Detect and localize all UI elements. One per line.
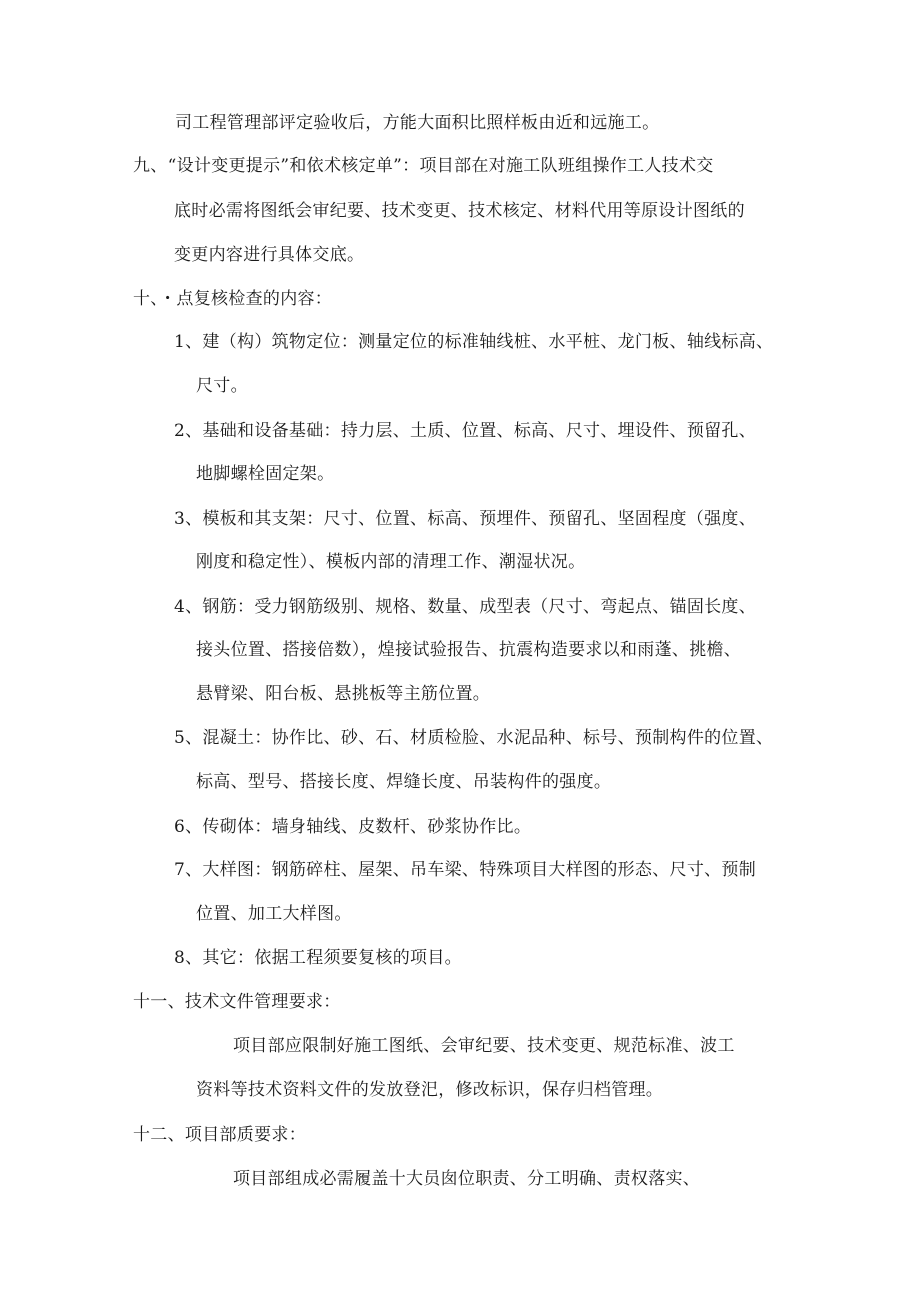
- list-item: 8、其它：依据工程须要复核的项目。: [174, 948, 462, 968]
- section-eleven-heading: 十一、技术文件管理要求：: [133, 992, 341, 1012]
- section-nine-heading: 九、“设计变更提示”和依术核定单”：项目部在对施工队班组操作工人技术交: [133, 156, 714, 176]
- list-item: 5、混凝土：协作比、砂、石、材质检脸、水泥品种、标号、预制构件的位置、: [174, 728, 774, 748]
- text-line: 位置、加工大样图。: [196, 904, 352, 924]
- text-line: 司工程管理部评定验收后，方能大面积比照样板由近和远施工。: [175, 113, 660, 133]
- text-line: 底时必需将图纸会审纪要、技术变更、技术核定、材料代用等原设计图纸的: [174, 201, 745, 221]
- paragraph-line: 项目部应限制好施工图纸、会审纪要、技术变更、规范标准、波工: [233, 1036, 735, 1056]
- section-ten-heading: 十、・点复核检查的内容：: [133, 289, 333, 309]
- list-item: 3、模板和其支架：尺寸、位置、标高、预埋件、预留孔、坚固程度（强度、: [174, 509, 757, 529]
- text-line: 悬臂梁、阳台板、悬挑板等主筋位置。: [196, 684, 491, 704]
- list-item: 7、大样图：钢筋碎柱、屋架、吊车梁、特殊项目大样图的形态、尺寸、预制: [174, 860, 757, 880]
- text-line: 资料等技术资料文件的发放登汜，修改标识，保存归档管理。: [196, 1080, 664, 1100]
- text-line: 变更内容进行具体交底。: [174, 245, 365, 265]
- list-item: 2、基础和设备基础：持力层、土质、位置、标高、尺寸、埋设件、预留孔、: [174, 421, 757, 441]
- text-line: 地脚螺栓固定架。: [196, 464, 335, 484]
- list-item: 1、建（构）筑物定位：测量定位的标准轴线桩、水平桩、龙门板、轴线标高、: [174, 332, 774, 352]
- list-item: 4、钢筋：受力钢筋级别、规格、数量、成型表（尺寸、弯起点、锚固长度、: [174, 597, 757, 617]
- text-line: 接头位置、搭接倍数），煌接试验报告、抗震构造要求以和雨蓬、挑檐、: [196, 640, 742, 660]
- list-item: 6、传砌体：墙身轴线、皮数杆、砂浆协作比。: [174, 817, 532, 837]
- text-line: 刚度和稳定性）、模板内部的清理工作、潮湿状况。: [196, 552, 586, 572]
- text-line: 标高、型号、搭接长度、焊缝长度、吊装构件的强度。: [196, 772, 612, 792]
- text-line: 尺寸。: [196, 376, 248, 396]
- paragraph-line: 项目部组成必需履盖十大员囱位职责、分工明确、责权落实、: [233, 1169, 701, 1189]
- section-twelve-heading: 十二、项目部质要求：: [133, 1125, 306, 1145]
